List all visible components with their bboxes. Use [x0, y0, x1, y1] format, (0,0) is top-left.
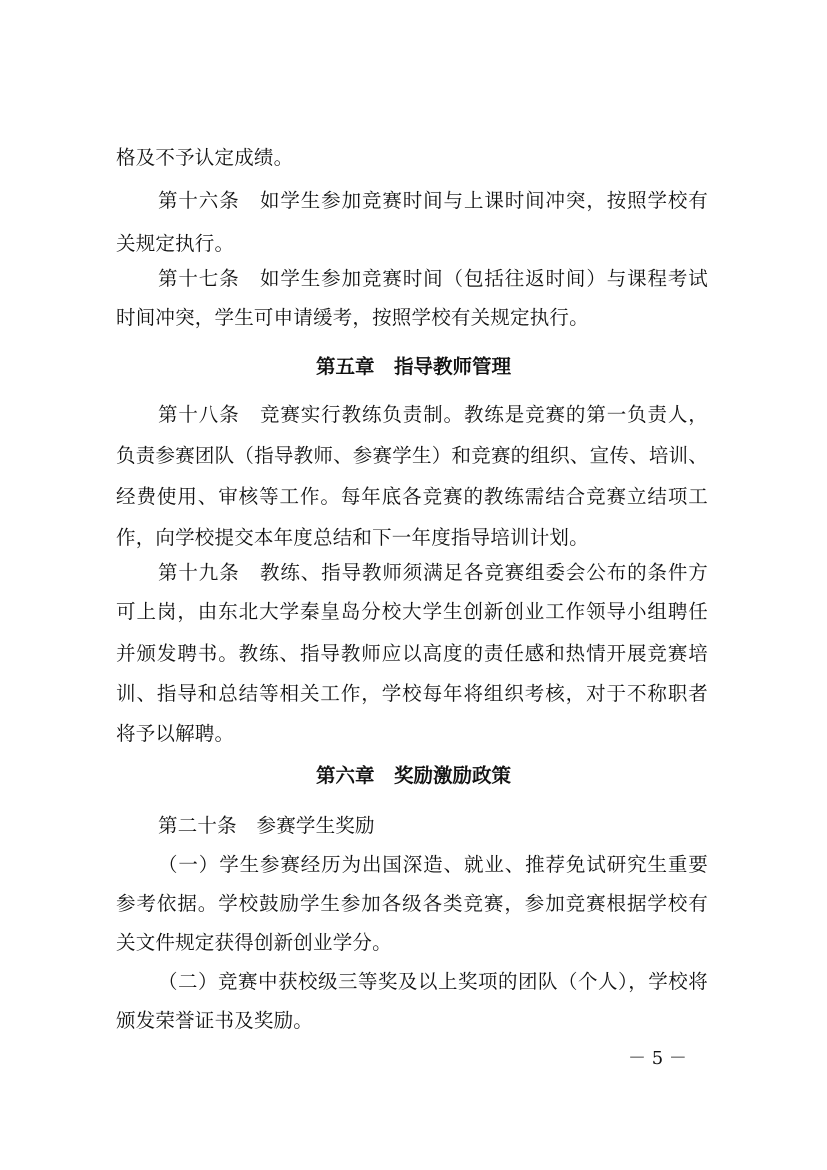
paragraph-15-tail-line-1: 格及不予认定成绩。 — [116, 146, 294, 169]
article-19-line-3: 并颁发聘书。教练、指导教师应以高度的责任感和热情开展竞赛培 — [116, 642, 708, 665]
article-16-line-2: 关规定执行。 — [116, 232, 235, 255]
article-20-item-1-line-2: 参考依据。学校鼓励学生参加各级各类竞赛，参加竞赛根据学校有 — [116, 892, 708, 915]
chapter-5-heading: 第五章 指导教师管理 — [315, 355, 511, 378]
article-16-line-1: 第十六条 如学生参加竞赛时间与上课时间冲突，按照学校有 — [158, 189, 708, 212]
article-20-item-2-line-1: （二）竞赛中获校级三等奖及以上奖项的团队（个人），学校将 — [158, 970, 708, 993]
article-20-item-2-line-2: 颁发荣誉证书及奖励。 — [116, 1009, 314, 1032]
article-20-item-1-line-3: 关文件规定获得创新创业学分。 — [116, 931, 392, 954]
article-18-line-2: 负责参赛团队（指导教师、参赛学生）和竞赛的组织、宣传、培训、 — [116, 444, 708, 467]
article-18-line-1: 第十八条 竞赛实行教练负责制。教练是竞赛的第一负责人， — [158, 403, 708, 426]
article-18-line-3: 经费使用、审核等工作。每年底各竞赛的教练需结合竞赛立结项工 — [116, 485, 708, 508]
article-19-line-4: 训、指导和总结等相关工作，学校每年将组织考核，对于不称职者 — [116, 682, 708, 705]
chapter-6-heading: 第六章 奖励激励政策 — [315, 764, 511, 787]
article-19-line-1: 第十九条 教练、指导教师须满足各竞赛组委会公布的条件方 — [158, 561, 708, 584]
article-19-line-5: 将予以解聘。 — [116, 722, 235, 745]
article-19-line-2: 可上岗，由东北大学秦皇岛分校大学生创新创业工作领导小组聘任 — [116, 600, 708, 623]
article-17-line-1: 第十七条 如学生参加竞赛时间（包括往返时间）与课程考试 — [158, 267, 708, 290]
page-number: － 5 － — [628, 1048, 687, 1069]
article-17-line-2: 时间冲突，学生可申请缓考，按照学校有关规定执行。 — [116, 306, 589, 329]
article-20-line-1: 第二十条 参赛学生奖励 — [158, 814, 375, 837]
article-20-item-1-line-1: （一）学生参赛经历为出国深造、就业、推荐免试研究生重要 — [158, 853, 708, 876]
article-18-line-4: 作，向学校提交本年度总结和下一年度指导培训计划。 — [116, 526, 589, 549]
